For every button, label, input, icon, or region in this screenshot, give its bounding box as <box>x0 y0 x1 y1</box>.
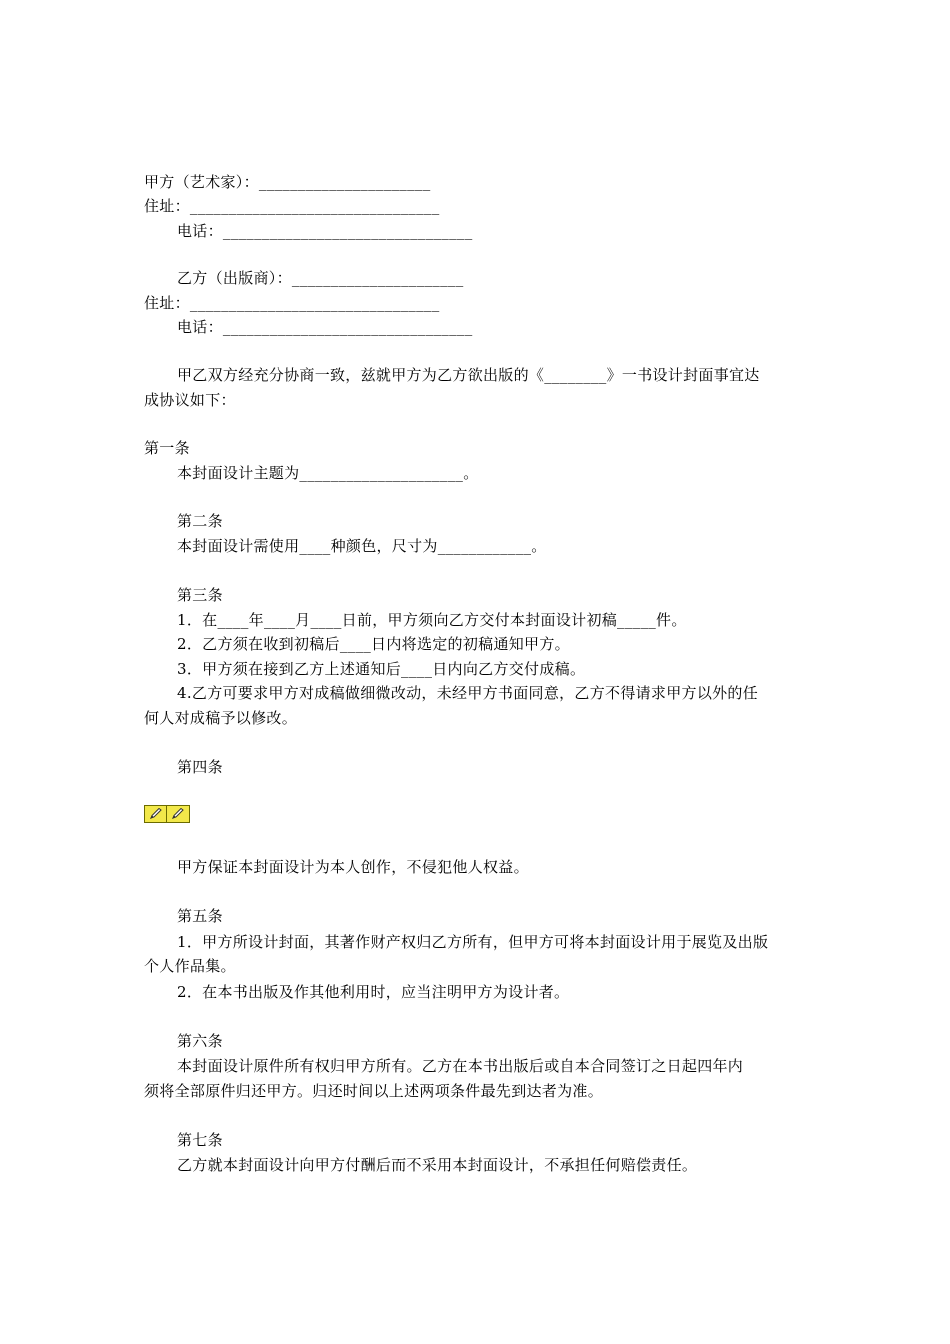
intro-line-1: 甲乙双方经充分协商一致，兹就甲方为乙方欲出版的《________》一书设计封面事宜达 <box>177 366 760 384</box>
article-3-item-2: 2．乙方须在收到初稿后____日内将选定的初稿通知甲方。 <box>177 635 570 653</box>
article-3-item-1: 1．在____年____月____日前，甲方须向乙方交付本封面设计初稿_____件。 <box>177 611 687 629</box>
article-6-title: 第六条 <box>177 1032 223 1050</box>
edit-icons-bar[interactable] <box>144 805 190 823</box>
article-3-item-3: 3．甲方须在接到乙方上述通知后____日内向乙方交付成稿。 <box>177 660 586 678</box>
intro-line-2: 成协议如下： <box>144 391 236 409</box>
article-5-item-1a: 1．甲方所设计封面，其著作财产权归乙方所有，但甲方可将本封面设计用于展览及出版 <box>177 933 769 951</box>
article-4-body: 甲方保证本封面设计为本人创作，不侵犯他人权益。 <box>177 858 529 876</box>
party-b-phone: 电话：________________________________ <box>177 318 473 336</box>
article-5-title: 第五条 <box>177 907 223 925</box>
article-1-title: 第一条 <box>144 439 190 457</box>
party-b-address: 住址：________________________________ <box>144 294 440 312</box>
article-3-title: 第三条 <box>177 586 223 604</box>
article-4-title: 第四条 <box>177 758 223 776</box>
party-a-line: 甲方（艺术家）：______________________ <box>144 173 431 191</box>
article-7-body: 乙方就本封面设计向甲方付酬后而不采用本封面设计，不承担任何赔偿责任。 <box>177 1156 698 1174</box>
party-b-line: 乙方（出版商）：______________________ <box>177 269 464 287</box>
article-3-item-4a: 4.乙方可要求甲方对成稿做细微改动，未经甲方书面同意，乙方不得请求甲方以外的任 <box>177 684 759 702</box>
article-6-body-a: 本封面设计原件所有权归甲方所有。乙方在本书出版后或自本合同签订之日起四年内 <box>177 1057 744 1075</box>
edit-pencil-icon[interactable] <box>145 806 167 822</box>
article-3-item-4b: 何人对成稿予以修改。 <box>144 709 298 727</box>
article-6-body-b: 须将全部原件归还甲方。归还时间以上述两项条件最先到达者为准。 <box>144 1082 604 1100</box>
article-1-body: 本封面设计主题为_____________________。 <box>177 464 479 482</box>
article-5-item-2: 2．在本书出版及作其他利用时，应当注明甲方为设计者。 <box>177 983 570 1001</box>
article-7-title: 第七条 <box>177 1131 223 1149</box>
article-2-title: 第二条 <box>177 512 223 530</box>
party-a-address: 住址：________________________________ <box>144 197 440 215</box>
party-a-phone: 电话：________________________________ <box>177 222 473 240</box>
article-5-item-1b: 个人作品集。 <box>144 957 236 975</box>
edit-pencil-icon[interactable] <box>167 806 189 822</box>
article-2-body: 本封面设计需使用____种颜色，尺寸为____________。 <box>177 537 547 555</box>
